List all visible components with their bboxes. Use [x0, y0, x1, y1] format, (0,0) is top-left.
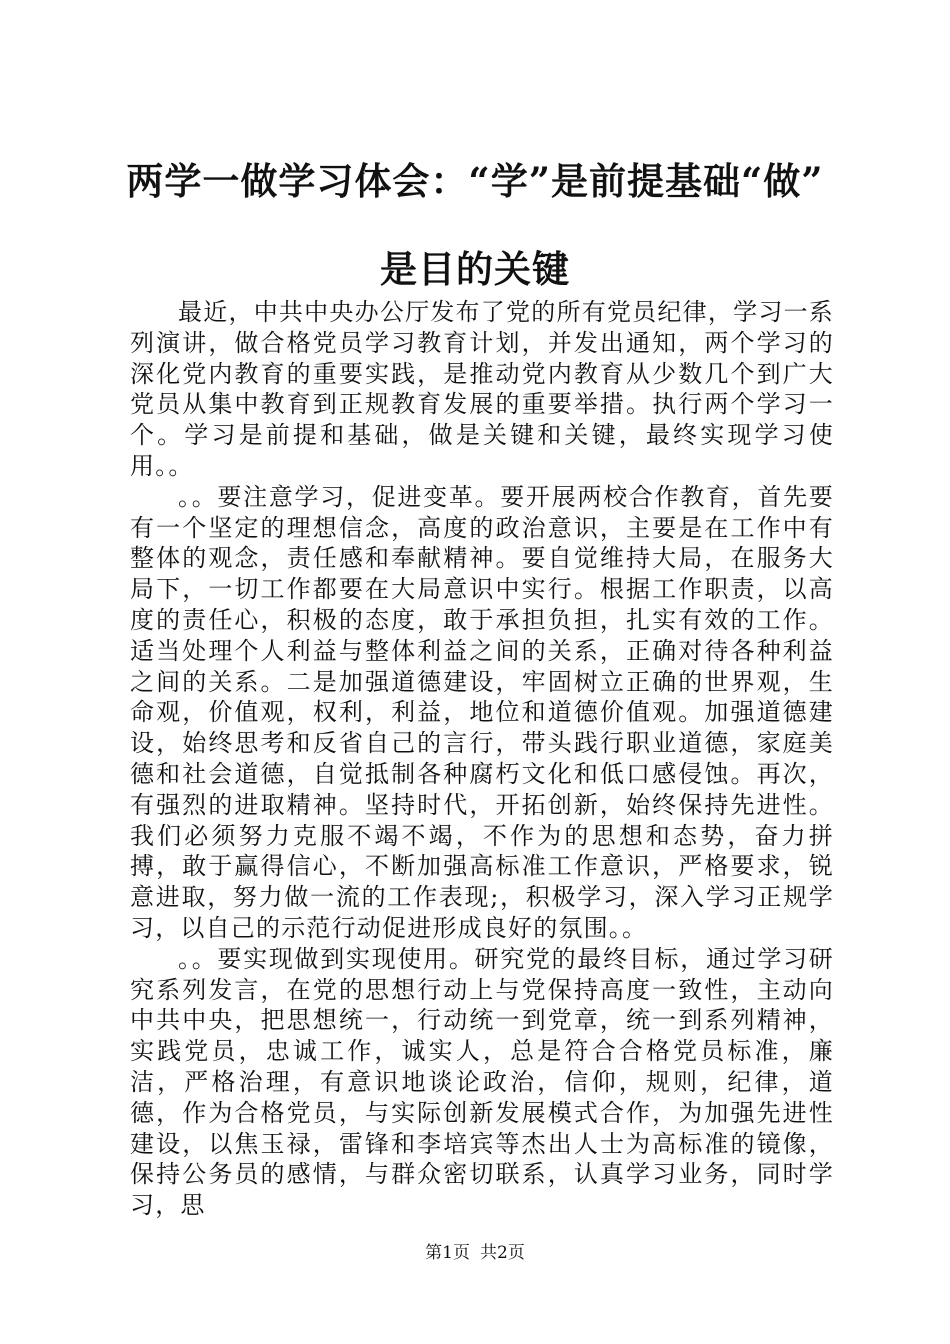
- page-number-current: 第1页: [425, 1243, 470, 1263]
- body-paragraph: 。。要注意学习，促进变革。要开展两校合作教育，首先要有一个坚定的理想信念，高度的政治意识，主要是在工作中有整体的观念，责任感和奉献精神。要自觉维持大局，在服务大局下，一切工作都要在大局意识中实行。根据工作职责，以高度的责任心，积极的态度，敢于承担负担，扎实有效的工作。适当处理个人利益与整体利益之间的关系，正确对待各种利益之间的关系。二是加强道德建设，牢固树立正确的世界观，生命观，价值观，权利，利益，地位和道德价值观。加强道德建设，始终思考和反省自己的言行，带头践行职业道德，家庭美德和社会道德，自觉抵制各种腐朽文化和低口感侵蚀。再次，有强烈的进取精神。坚持时代，开拓创新，始终保持先进性。我们必须努力克服不竭不竭，不作为的思想和态势，奋力拼搏，敢于赢得信心，不断加强高标准工作意识，严格要求，锐意进取，努力做一流的工作表现;，积极学习，深入学习正规学习，以自己的示范行动促进形成良好的氛围。。: [130, 482, 834, 942]
- page-footer: [0, 1242, 950, 1264]
- document-title-line-1: 两学一做学习体会：“学”是前提基础“做”: [126, 159, 824, 203]
- body-paragraph: 最近，中共中央办公厅发布了党的所有党员纪律，学习一系列演讲，做合格党员学习教育计划，并发出通知，两个学习的深化党内教育的重要实践，是推动党内教育从少数几个到广大党员从集中教育到正规教育发展的重要举措。执行两个学习一个。学习是前提和基础，做是关键和关键，最终实现学习使用。。: [130, 298, 834, 480]
- page-number-total: 共2页: [480, 1243, 525, 1263]
- document-body: [130, 297, 834, 1221]
- document-title-line-2: 是目的关键: [380, 247, 570, 291]
- body-paragraph: 。。要实现做到实现使用。研究党的最终目标，通过学习研究系列发言，在党的思想行动上与党保持高度一致性，主动向中共中央，把思想统一，行动统一到党章，统一到系列精神，实践党员，忠诚工作，诚实人，总是符合合格党员标准，廉洁，严格治理，有意识地谈论政治，信仰，规则，纪律，道德，作为合格党员，与实际创新发展模式合作，为加强先进性建设，以焦玉禄，雷锋和李培宾等杰出人士为高标准的镜像，保持公务员的感情，与群众密切联系，认真学习业务，同时学习，思: [130, 944, 834, 1220]
